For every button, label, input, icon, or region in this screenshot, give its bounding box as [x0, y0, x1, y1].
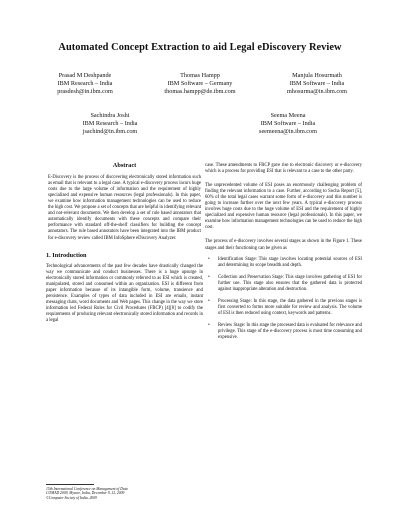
author-block-1 — [20, 72, 150, 96]
author-email[interactable]: jsachind@in.ibm.com — [82, 127, 138, 135]
abstract-heading: Abstract — [112, 162, 137, 169]
abstract-text: E-Discovery is the process of discovering electronically stored information such as email that is relevant to a legal case. A typical e-discovery process incurs huge costs due to the large volume of information and the requirement of highly specialized and expensive human resources (legal professionals). In this paper, we examine how information management technologies can be used to reduce the high cost. We propose a set of concepts that are helpful in identifying relevant and not-relevant documents. We then develop a set of rule based annotators that automatically identify documents with these concepts and compare their performance with standard off-the-shelf classifiers for building the concept annotators. The rule based annotators have been integrated into the IBM product for e-discovery review called IBM InfoSphere eDiscovery Analyzer. — [48, 175, 202, 241]
stage-list — [205, 257, 362, 342]
author-block-4 — [45, 112, 175, 136]
right-paragraph-1: case. These amendments to FRCP gave rise to electronic discovery or e-discovery which is a process for providing ESI that is relevant to a case to the other party. — [205, 163, 362, 175]
author-org: IBM Software – Germany — [167, 79, 233, 87]
author-email[interactable]: mhosurma@in.ibm.com — [286, 87, 347, 95]
author-email[interactable]: seemeena@in.ibm.com — [259, 127, 317, 135]
author-name: Prasad M Deshpande — [58, 72, 112, 79]
footnote-line: ©Computer Society of India, 2009 — [46, 495, 97, 500]
author-name: Manjula Hosurmath — [292, 72, 342, 79]
author-block-3 — [252, 72, 382, 96]
author-org: IBM Software – India — [260, 119, 316, 127]
author-block-2 — [138, 72, 262, 96]
stage-text: Review Stage: In this stage the processed data is evaluated for relevance and privilege. This stage of the e-discovery process is most time consuming and expensive. — [218, 322, 362, 341]
bullet-icon: • — [208, 322, 210, 328]
introduction-text: Technological advancements of the past few decades have drastically changed the way we communicate and conduct businesses. There is a huge upsurge in electronically stored information or commonly referred to as ESI which is created, manipulated, stored and consumed within an organization. ESI is different from paper information because of its intangible form, volume, transience and persistence. Examples of types of data included in ESI are emails, instant messaging chats, word documents and Web pages. This change in the way we store information led Federal Rules for Civil Procedures (FRCP) [4][8] to codify the requirements of producing relevant electronically stored information and records in a legal — [46, 263, 203, 324]
footnote-line: COMAD 2009, Mysore, India, December 9–12, 2009 — [46, 491, 125, 496]
author-org: IBM Software – India — [289, 79, 345, 87]
left-column — [46, 163, 203, 329]
list-item — [205, 323, 362, 341]
author-block-5 — [223, 112, 353, 136]
list-item — [205, 275, 362, 293]
stage-text: Processing Stage: In this stage, the data gathered in the previous stages is first converted to forms more suitable for review and analysis. The volume of ESI is then reduced using context, keywords and patterns. — [218, 298, 362, 316]
footnote-line: 15th International Conference on Management of Data — [46, 487, 128, 491]
author-email[interactable]: thomas.hampp@de.ibm.com — [164, 87, 236, 95]
right-column — [205, 163, 362, 347]
bullet-icon: • — [208, 274, 210, 280]
conference-footnote — [46, 484, 203, 500]
list-item — [205, 299, 362, 317]
author-email[interactable]: prasdesh@in.ibm.com — [57, 87, 113, 95]
list-item — [205, 257, 362, 269]
right-paragraph-2: The unprecedented volume of ESI poses an enormously challenging problem of finding the relevant information to a case. Further, according to Socha Report [5], 60% of the total legal cases warrant some form of e-discovery and this number is going to increase further over the next few years. A typical e-discovery process involves huge costs due to the huge volume of ESI and the requirement of highly specialized and expensive human resource (legal professionals). In this paper, we examine how information management technologies can be used to reduce the high cost. — [205, 183, 362, 231]
author-name: Thomas Hampp — [180, 72, 220, 79]
author-org: IBM Research – India — [57, 79, 113, 87]
author-name: Sachindra Joshi — [90, 112, 130, 119]
stage-text: Identification Stage: This stage involves locating potential sources of ESI and determining its scope breadth and depth. — [218, 256, 362, 268]
author-name: Seema Meena — [270, 112, 306, 119]
paper-title: Automated Concept Extraction to aid Legal eDiscovery Review — [58, 42, 342, 53]
stage-text: Collection and Preservation Stage: This stage involves gathering of ESI for further use. This stage also ensures that the gathered data is protected against inappropriate alteration and destruction. — [218, 274, 362, 292]
introduction-heading: 1. Introduction — [46, 251, 87, 259]
bullet-icon: • — [208, 298, 210, 304]
author-org: IBM Research – India — [82, 119, 138, 127]
right-paragraph-3: The process of e-discovery involves several stages as shown in the Figure 1. These stages and their functioning can be given as — [205, 239, 362, 251]
bullet-icon: • — [208, 256, 210, 262]
footnote-rule — [46, 484, 94, 485]
